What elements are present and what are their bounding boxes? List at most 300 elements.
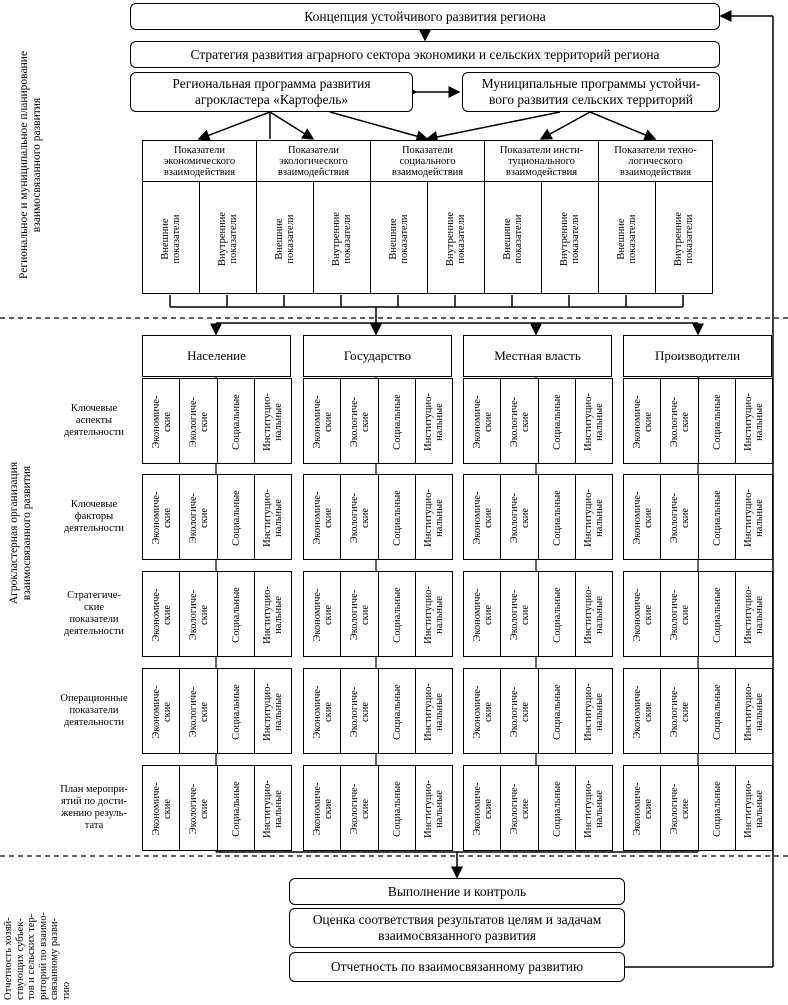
aspect-cell-line: Экономиче- [150,491,162,545]
aspect-cell [254,474,292,560]
aspect-cell [575,765,613,851]
aspect-cell-line: Экологиче- [508,686,520,738]
indicator-subcell-line: показатели [227,213,239,264]
regional-program-line-2: агрокластера «Картофель» [194,92,349,107]
aspect-cell-text [423,674,445,750]
aspect-cell-line: нальные [434,790,446,828]
aspect-cell-text [349,771,371,847]
aspect-cell-line: Экологиче- [187,589,199,641]
aspect-cell [623,474,661,560]
aspect-cell-text [669,577,691,653]
indicator-subcell-line: показатели [626,213,638,264]
aspect-cell-line: нальные [273,693,285,731]
aspect-cell [415,571,453,657]
indicator-header-line: взаимодействия [505,166,578,178]
aspect-cell-line: Экономиче- [311,685,323,739]
aspect-cell-line: нальные [434,693,446,731]
aspect-cell-line: Экономиче- [471,685,483,739]
aspect-cell-line: нальные [754,403,766,441]
aspect-cell-line: Социальные [230,781,242,837]
aspect-cell [378,378,416,464]
aspect-cell-line: ские [322,411,334,433]
aspect-cell-line: Экологиче- [187,783,199,835]
aspect-cell-line: Экологиче- [348,396,360,448]
aspect-cell [378,474,416,560]
aspect-cell-text [231,480,242,556]
aspect-cell-text [669,384,691,460]
aspect-cell-text [151,771,173,847]
aspect-cell-line: нальные [754,790,766,828]
aspect-cell [500,668,538,754]
aspect-cell [217,765,255,851]
reporting-side-line-4: риторий по взаимо- [37,912,49,1000]
aspect-cell [340,571,378,657]
aspect-cell-text [349,384,371,460]
aspect-cell-text [262,577,284,653]
aspect-cell [623,668,661,754]
aspect-cell-text [509,674,531,750]
indicator-subcell-internal [427,181,485,294]
indicator-subcell-internal [541,181,599,294]
row-label-line: факторы [74,511,114,522]
aspect-cell-line: Социальные [711,781,723,837]
execution-label: Выполнение и контроль [387,883,527,899]
aspect-cell-line: Экономиче- [471,395,483,449]
aspect-cell [142,378,180,464]
aspect-cell-text [151,674,173,750]
aspect-cell-line: нальные [273,403,285,441]
strategy-box [130,41,720,68]
indicator-subcell-line: Внутренние [672,211,684,266]
aspect-cell-text [743,771,765,847]
aspect-cell-text [188,771,210,847]
aspect-cell [378,571,416,657]
aspect-cell-line: ские [322,701,334,723]
aspect-cell-text [188,480,210,556]
aspect-cell [500,378,538,464]
aspect-cell-line: нальные [273,790,285,828]
aspect-cell-line: Экологиче- [668,783,680,835]
aspect-cell-text [509,577,531,653]
aspect-cell [303,765,341,851]
aspect-cell-text [231,577,242,653]
actor-header: Местная власть [463,335,612,377]
aspect-cell [538,378,576,464]
indicator-subcell-line: Внутренние [330,211,342,266]
aspect-cell-text [632,674,654,750]
aspect-cell [623,765,661,851]
indicator-header-line: взаимодействия [163,166,236,178]
aspect-cell-line: нальные [434,596,446,634]
municipal-program-line-1: Муниципальные программы устойчи- [481,76,701,91]
aspect-cell-line: ские [161,411,173,433]
assessment-line-1: Оценка соответствия результатов целям и задачам [312,912,602,927]
aspect-cell [340,765,378,851]
aspect-cell-line: ские [198,411,210,433]
indicator-subcell-text [502,194,524,284]
aspect-cell-line: ские [161,701,173,723]
row-label-line: деятельности [63,523,125,534]
assessment-line-2: взаимосвязанного развития [378,928,536,943]
aspect-cell-line: Институцио- [583,780,595,838]
indicator-header [598,140,713,182]
aspect-cell [500,474,538,560]
aspect-cell-line: Социальные [711,684,723,740]
aspect-cell-text [583,674,605,750]
indicator-subcell-text [160,194,182,284]
aspect-cell-line: Экологиче- [668,686,680,738]
aspect-cell-line: ские [519,701,531,723]
aspect-cell-line: Экологиче- [508,783,520,835]
aspect-cell [179,765,217,851]
aspect-cell-line: ские [198,701,210,723]
aspect-cell [538,474,576,560]
aspect-cell [340,668,378,754]
program-to-indicator-arrow [270,112,313,139]
indicator-subcell-line: показатели [512,213,524,264]
aspect-cell-text [312,384,334,460]
aspect-cell-line: Институцио- [583,489,595,547]
aspect-cell-line: нальные [594,499,606,537]
aspect-cell-line: нальные [594,403,606,441]
aspect-cell-text [669,674,691,750]
aspect-cell-text [509,771,531,847]
aspect-cell-line: нальные [434,499,446,537]
aspect-cell-line: Институцио- [262,489,274,547]
aspect-cell-text [583,577,605,653]
aspect-cell [735,474,773,560]
indicator-subcell-internal [655,181,713,294]
planning-side-line-2: взаимосвязанного развития [31,97,43,233]
aspect-cell-line: Экологиче- [348,492,360,544]
aspect-cell-line: Институцио- [423,780,435,838]
aspect-cell-text [231,384,242,460]
row-label [48,590,140,638]
aspect-cell-text [712,480,723,556]
indicator-subcell-text [274,194,296,284]
aspect-cell [575,668,613,754]
aspect-cell [340,378,378,464]
aspect-cell-line: ские [359,604,371,626]
aspect-cell-text [423,480,445,556]
aspect-cell-text [423,577,445,653]
indicator-subcell-line: Внешние [501,217,513,260]
aspect-cell-text [552,480,563,556]
aspect-cell-line: ские [359,798,371,820]
program-to-indicator-arrow [330,112,427,139]
aspect-cell [575,474,613,560]
aspect-cell-text [472,771,494,847]
indicator-subcell-line: показатели [569,213,581,264]
aspect-cell-text [632,384,654,460]
row-label-line: деятельности [63,626,125,637]
aspect-cell [179,571,217,657]
row-label-line: ятий по дости- [61,796,127,807]
aspect-cell-line: Экономиче- [311,491,323,545]
aspect-cell [142,474,180,560]
aspect-cell-line: Институцио- [423,586,435,644]
aspect-cell-text [392,674,403,750]
regional-program-box [130,72,413,112]
aspect-cell [254,571,292,657]
aspect-cell-line: Институцио- [262,393,274,451]
aspect-cell [303,378,341,464]
aspect-cell-text [743,480,765,556]
aspect-cell-text [552,577,563,653]
aspect-cell-text [712,384,723,460]
aspect-cell [378,668,416,754]
aspect-cell-text [231,771,242,847]
aspect-cell-line: Экономиче- [150,685,162,739]
row-label-line: тата [84,820,104,831]
aspect-cell-line: Экономиче- [471,588,483,642]
aspect-cell [500,765,538,851]
aspect-cell-line: нальные [754,693,766,731]
row-label-line: жению резуль- [61,808,127,819]
aspect-cell [217,668,255,754]
aspect-cell-text [552,771,563,847]
aspect-cell-line: ские [198,604,210,626]
aspect-cell-line: Экологиче- [668,396,680,448]
aspect-cell-line: Институцио- [423,489,435,547]
aspect-cell-line: ские [161,798,173,820]
aspect-cell [463,571,501,657]
aspect-cell-text [151,480,173,556]
indicator-subcell-line: показатели [170,213,182,264]
aspect-cell-text [312,674,334,750]
aspect-cell-text [188,577,210,653]
aspect-cell-line: Институцио- [423,683,435,741]
aspect-cell-text [312,771,334,847]
aspect-cell-text [392,577,403,653]
aspect-cell [415,378,453,464]
indicator-header [484,140,599,182]
aspect-cell-text [583,384,605,460]
indicator-header [142,140,257,182]
aspect-cell-line: Социальные [230,394,242,450]
aspect-cell-text [262,384,284,460]
row-label-line: Операционные [60,693,128,704]
aspect-cell-line: Экологиче- [187,686,199,738]
aspect-cell [538,571,576,657]
row-label-line: ские [83,602,105,613]
aspect-cell [415,668,453,754]
row-label-line: показатели [69,614,119,625]
aspect-cell-text [349,577,371,653]
aspect-cell-line: Экономиче- [150,395,162,449]
row-label-line: Стратегиче- [67,590,121,601]
aspect-cell-line: ские [482,507,494,529]
aspect-cell-text [392,480,403,556]
aspect-cell-line: ские [642,604,654,626]
indicator-subcell-text [616,194,638,284]
aspect-cell-line: Социальные [711,587,723,643]
aspect-cell-line: Институцио- [262,780,274,838]
aspect-cell [303,474,341,560]
aspect-cell-line: Экологиче- [348,589,360,641]
aspect-cell-line: ские [482,604,494,626]
aspect-cell-line: Экономиче- [631,782,643,836]
aspect-cell [660,474,698,560]
aspect-cell [179,378,217,464]
aspect-cell-line: нальные [594,790,606,828]
aspect-cell-line: Экологиче- [668,589,680,641]
aspect-cell-text [423,771,445,847]
aspect-cell-line: Экономиче- [631,395,643,449]
aspect-cell-line: Институцио- [743,393,755,451]
aspect-cell [415,765,453,851]
indicator-header-line: туционального [508,155,575,167]
aspect-cell [254,668,292,754]
indicator-subcell-line: показатели [683,213,695,264]
aspect-cell-line: Институцио- [743,780,755,838]
aspect-cell-line: Экономиче- [150,782,162,836]
aspect-cell-line: ские [161,604,173,626]
actor-header: Население [142,335,291,377]
aspect-cell-line: ские [642,798,654,820]
aspect-cell-line: Экономиче- [631,685,643,739]
indicator-subcell-internal [199,181,257,294]
indicator-subcell-line: Внешние [615,217,627,260]
execution-box [289,878,625,905]
aspect-cell [660,571,698,657]
aspect-cell-line: Экологиче- [508,492,520,544]
aspect-cell-text [392,384,403,460]
aspect-cell [698,378,736,464]
aspect-cell-line: Экологиче- [348,783,360,835]
aspect-cell-line: Социальные [391,394,403,450]
indicator-subcell-line: показатели [284,213,296,264]
indicator-subcell-text [445,194,467,284]
aspect-cell-line: Экономиче- [311,588,323,642]
row-label-line: деятельности [63,717,125,728]
row-label-line: показатели [69,705,119,716]
row-label-line: деятельности [63,427,125,438]
aspect-cell [415,474,453,560]
aspect-cell-line: ские [519,798,531,820]
aspect-cell-line: Экономиче- [631,588,643,642]
aspect-cell [575,571,613,657]
regional-program-line-1: Региональная программа развития [172,76,371,91]
aspect-cell-text [423,384,445,460]
indicator-subcell-external [484,181,542,294]
aspect-cell-text [472,577,494,653]
aspect-cell-line: ские [679,604,691,626]
aspect-cell [303,668,341,754]
aspect-cell-line: ские [482,411,494,433]
aspect-cell [660,668,698,754]
aspect-cell [538,765,576,851]
aspect-cell-line: Экологиче- [668,492,680,544]
aspect-cell-line: Социальные [230,684,242,740]
indicator-header-line: Показатели [173,144,226,156]
aspect-cell-line: Социальные [551,781,563,837]
indicator-header-line: Показатели [287,144,340,156]
aspect-cell-line: Институцио- [583,683,595,741]
aspect-cell-line: Экономиче- [311,395,323,449]
aspect-cell-text [472,480,494,556]
reporting-side-line-2: ствующих субъек- [14,918,26,1000]
indicator-header-line: Показатели техно- [614,144,697,156]
aspect-cell-line: Экологиче- [187,492,199,544]
aspect-cell [623,378,661,464]
reporting-side-line-1: Отчетность хозяй- [3,917,14,1000]
aspect-cell-line: ские [679,701,691,723]
indicator-subcell-line: Внутренние [444,211,456,266]
aspect-cell-text [669,480,691,556]
indicator-subcell-line: Внутренние [216,211,228,266]
municipal-program-line-2: вого развития сельских территорий [489,92,693,107]
aspect-cell-text [151,577,173,653]
aspect-cell-line: ские [322,507,334,529]
aspect-cell-text [509,480,531,556]
aspect-cell-line: нальные [273,499,285,537]
aspect-cell-line: Социальные [391,684,403,740]
aspect-cell-line: нальные [434,403,446,441]
indicator-header-line: взаимодействия [391,166,464,178]
indicator-subcell-line: показатели [398,213,410,264]
aspect-cell-line: ские [322,604,334,626]
aspect-cell-line: Институцио- [262,683,274,741]
aspect-cell-line: Социальные [391,490,403,546]
indicator-subcell-line: Внешние [159,217,171,260]
reporting-side-label [3,860,72,1000]
aspect-cell [698,571,736,657]
aspect-cell [735,378,773,464]
aspect-cell-line: нальные [754,596,766,634]
row-label-line: Ключевые [70,403,118,414]
aspect-cell [623,571,661,657]
reporting-side-line-3: тов и сельских тер- [26,913,37,1000]
indicator-header-line: логического [628,155,683,167]
indicator-subcell-text [331,194,353,284]
aspect-cell-text [472,674,494,750]
row-label [48,693,140,729]
aspect-cell-line: ские [161,507,173,529]
indicator-header-line: Показатели инсти- [499,144,584,156]
aspect-cell-text [472,384,494,460]
aspect-cell-text [669,771,691,847]
aspect-cell-line: ские [679,507,691,529]
indicator-subcell-line: показатели [341,213,353,264]
indicator-header-line: взаимодействия [277,166,350,178]
indicator-header-line: взаимодействия [619,166,692,178]
indicator-header-line: социального [399,155,456,167]
organization-side-label [8,438,34,628]
row-label [48,499,140,535]
aspect-cell-line: нальные [273,596,285,634]
aspect-cell-text [349,674,371,750]
aspect-cell-text [262,480,284,556]
aspect-cell-line: ские [519,604,531,626]
aspect-cell-line: Институцио- [583,393,595,451]
reporting-label: Отчетность по взаимосвязанному развитию [330,959,584,974]
concept-box [130,3,720,30]
indicator-subcell-line: Внешние [387,217,399,260]
aspect-cell-line: Экономиче- [311,782,323,836]
aspect-cell-line: Социальные [551,394,563,450]
indicator-subcell-line: показатели [455,213,467,264]
aspect-cell-text [743,577,765,653]
aspect-cell-line: Социальные [391,587,403,643]
aspect-cell-line: Экономиче- [471,782,483,836]
aspect-cell-line: нальные [594,693,606,731]
aspect-cell-text [151,384,173,460]
aspect-cell [179,474,217,560]
aspect-cell-text [349,480,371,556]
aspect-cell-line: Институцио- [743,586,755,644]
aspect-cell [340,474,378,560]
